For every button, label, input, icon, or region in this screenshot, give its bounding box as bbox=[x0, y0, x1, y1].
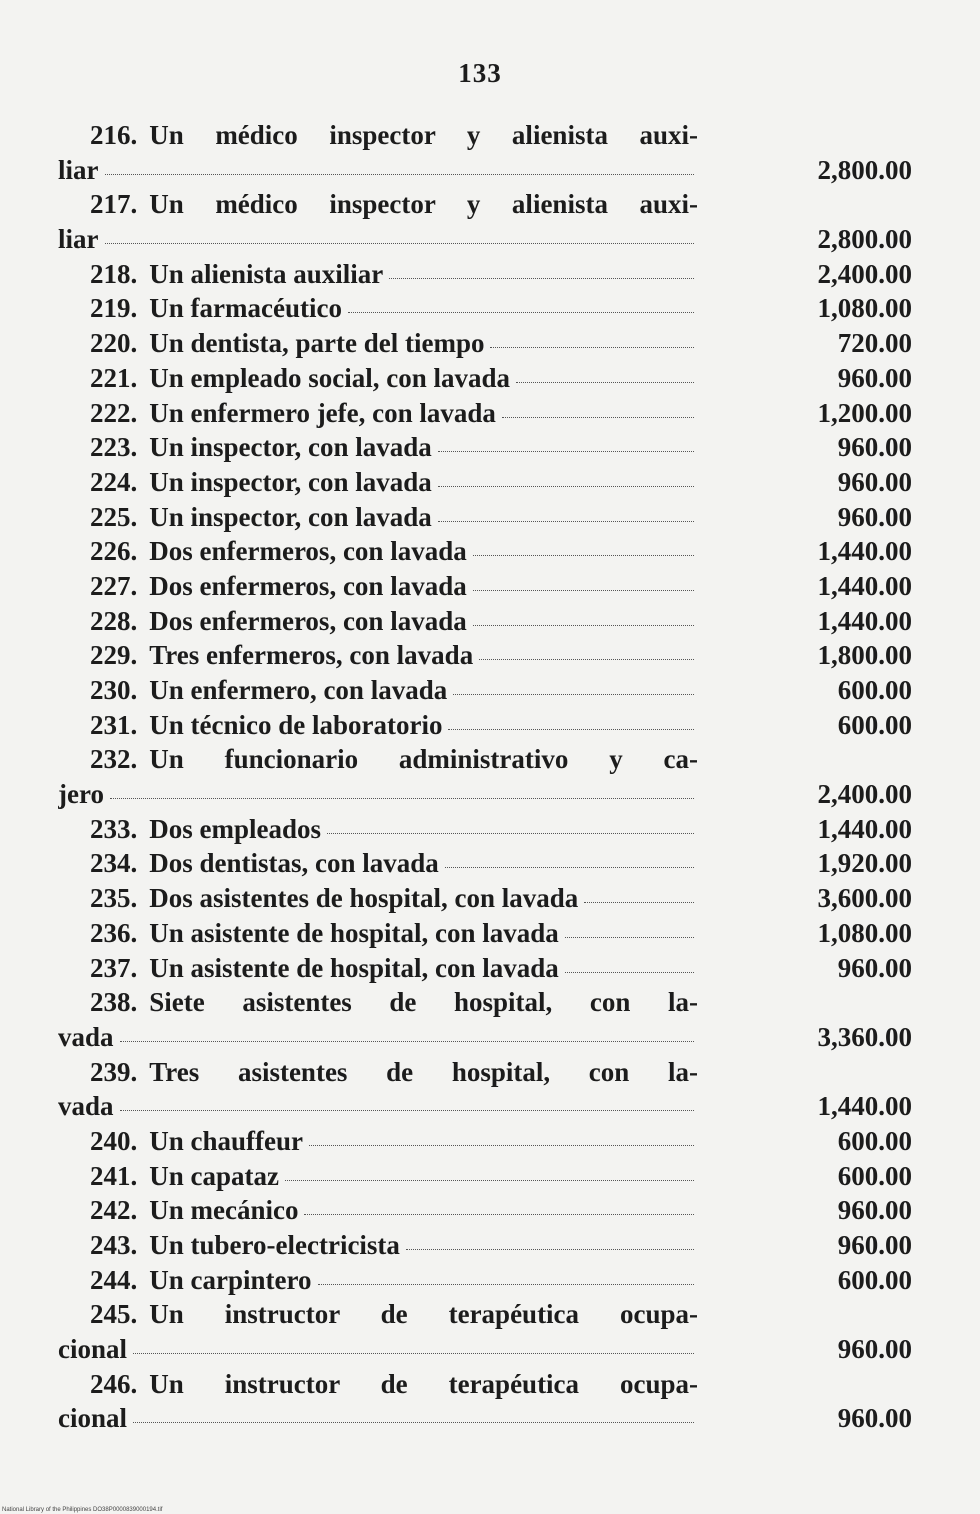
entry-description bbox=[58, 326, 698, 361]
dot-leader bbox=[120, 1041, 694, 1042]
entry-text: Un instructor de terapéutica ocupa- bbox=[149, 1299, 698, 1330]
entry-description bbox=[58, 985, 698, 1054]
entry-description bbox=[58, 534, 698, 569]
entry-amount: 1,080.00 bbox=[817, 917, 912, 948]
dot-leader bbox=[120, 1110, 694, 1111]
dot-leader bbox=[105, 243, 695, 244]
dot-leader bbox=[473, 625, 694, 626]
entry-first-line bbox=[58, 881, 698, 916]
dot-leader bbox=[584, 902, 694, 903]
entry-description bbox=[58, 1124, 698, 1159]
entry-description bbox=[58, 1263, 698, 1298]
entry-amount: 2,400.00 bbox=[817, 258, 912, 289]
budget-entry bbox=[58, 604, 918, 639]
entry-text: Un mecánico bbox=[149, 1195, 299, 1226]
entry-number: 233. bbox=[90, 813, 138, 844]
budget-entry bbox=[58, 673, 918, 708]
entry-text: liar bbox=[58, 224, 99, 255]
entry-first-line bbox=[58, 500, 698, 535]
entry-number: 217. bbox=[90, 189, 138, 220]
dot-leader bbox=[309, 1145, 694, 1146]
entry-text: cional bbox=[58, 1403, 128, 1434]
entry-description bbox=[58, 916, 698, 951]
entry-number: 222. bbox=[90, 397, 138, 428]
entry-description bbox=[58, 465, 698, 500]
budget-entry bbox=[58, 1263, 918, 1298]
dot-leader bbox=[389, 278, 694, 279]
entry-first-line bbox=[58, 1055, 698, 1090]
entry-amount: 600.00 bbox=[837, 1125, 912, 1156]
entry-continuation-line bbox=[58, 222, 698, 257]
entry-amount: 960.00 bbox=[837, 362, 912, 393]
entry-description bbox=[58, 569, 698, 604]
dot-leader bbox=[502, 417, 694, 418]
dot-leader bbox=[445, 867, 694, 868]
entry-description bbox=[58, 1055, 698, 1124]
entry-first-line bbox=[58, 812, 698, 847]
entry-first-line bbox=[58, 846, 698, 881]
dot-leader bbox=[473, 555, 694, 556]
entry-text: cional bbox=[58, 1334, 128, 1365]
entry-text: liar bbox=[58, 154, 99, 185]
entry-first-line bbox=[58, 604, 698, 639]
entry-amount: 600.00 bbox=[837, 1160, 912, 1191]
dot-leader bbox=[133, 1353, 694, 1354]
entry-description bbox=[58, 361, 698, 396]
entry-text: Dos dentistas, con lavada bbox=[149, 848, 439, 879]
budget-entry bbox=[58, 500, 918, 535]
entry-text: Un inspector, con lavada bbox=[149, 432, 432, 463]
entry-amount: 1,440.00 bbox=[817, 813, 912, 844]
entry-first-line bbox=[58, 291, 698, 326]
entry-text: Dos enfermeros, con lavada bbox=[149, 570, 467, 601]
entry-number: 245. bbox=[90, 1299, 138, 1330]
dot-leader bbox=[479, 659, 694, 660]
entry-number: 244. bbox=[90, 1264, 138, 1295]
entry-description bbox=[58, 1228, 698, 1263]
entry-first-line bbox=[58, 1124, 698, 1159]
entry-text: Un enfermero, con lavada bbox=[149, 675, 448, 705]
entry-text: Un inspector, con lavada bbox=[149, 466, 432, 497]
entry-number: 225. bbox=[90, 501, 138, 532]
entry-first-line bbox=[58, 326, 698, 361]
budget-entry bbox=[58, 1297, 918, 1366]
entry-number: 221. bbox=[90, 362, 138, 393]
entry-text: Un tubero-electricista bbox=[149, 1230, 400, 1260]
entry-number: 232. bbox=[90, 744, 138, 775]
budget-entry bbox=[58, 187, 918, 256]
entry-number: 231. bbox=[90, 709, 138, 740]
entry-text: Un enfermero jefe, con lavada bbox=[149, 397, 496, 428]
budget-entry bbox=[58, 846, 918, 881]
entry-amount: 600.00 bbox=[837, 675, 912, 705]
budget-entry bbox=[58, 638, 918, 673]
budget-entry bbox=[58, 708, 918, 743]
entry-continuation-line bbox=[58, 1401, 698, 1436]
entry-first-line bbox=[58, 534, 698, 569]
entry-amount: 1,440.00 bbox=[817, 570, 912, 601]
entry-description bbox=[58, 742, 698, 811]
entry-text: Un asistente de hospital, con lavada bbox=[149, 952, 559, 983]
entry-number: 240. bbox=[90, 1125, 138, 1156]
budget-entry bbox=[58, 881, 918, 916]
entry-amount: 960.00 bbox=[837, 952, 912, 983]
entry-text: Un médico inspector y alienista auxi- bbox=[149, 189, 698, 220]
entry-description bbox=[58, 881, 698, 916]
entry-continuation-line bbox=[58, 1089, 698, 1124]
dot-leader bbox=[516, 382, 694, 383]
entry-first-line bbox=[58, 1367, 698, 1402]
entry-first-line bbox=[58, 951, 698, 986]
dot-leader bbox=[438, 451, 694, 452]
budget-entry bbox=[58, 1124, 918, 1159]
dot-leader bbox=[453, 694, 694, 695]
dot-leader bbox=[565, 937, 694, 938]
entry-amount: 2,800.00 bbox=[817, 224, 912, 255]
entry-amount: 720.00 bbox=[837, 328, 912, 359]
entry-first-line bbox=[58, 1297, 698, 1332]
budget-entry bbox=[58, 951, 918, 986]
entry-amount: 1,440.00 bbox=[817, 605, 912, 636]
entry-description bbox=[58, 604, 698, 639]
entry-number: 237. bbox=[90, 952, 138, 983]
entry-number: 228. bbox=[90, 605, 138, 636]
entry-text: Un funcionario administrativo y ca- bbox=[149, 744, 698, 775]
dot-leader bbox=[406, 1249, 694, 1250]
dot-leader bbox=[448, 729, 694, 730]
entry-amount: 1,800.00 bbox=[817, 640, 912, 671]
entry-amount: 960.00 bbox=[837, 1195, 912, 1226]
entry-amount: 960.00 bbox=[837, 1403, 912, 1434]
dot-leader bbox=[490, 347, 694, 348]
entry-amount: 1,200.00 bbox=[817, 397, 912, 428]
entry-description bbox=[58, 1193, 698, 1228]
entry-number: 241. bbox=[90, 1160, 138, 1191]
entry-first-line bbox=[58, 673, 698, 708]
budget-entry bbox=[58, 1228, 918, 1263]
entry-number: 236. bbox=[90, 917, 138, 948]
entry-description bbox=[58, 187, 698, 256]
entry-text: Tres enfermeros, con lavada bbox=[149, 640, 474, 671]
entry-number: 226. bbox=[90, 536, 138, 567]
entry-amount: 600.00 bbox=[837, 709, 912, 740]
entry-text: Siete asistentes de hospital, con la- bbox=[149, 987, 698, 1018]
entry-description bbox=[58, 812, 698, 847]
entry-first-line bbox=[58, 638, 698, 673]
entry-number: 230. bbox=[90, 675, 138, 705]
budget-entry bbox=[58, 569, 918, 604]
entry-description bbox=[58, 257, 698, 292]
entry-number: 246. bbox=[90, 1368, 138, 1399]
entry-first-line bbox=[58, 465, 698, 500]
entry-continuation-line bbox=[58, 1332, 698, 1367]
entry-amount: 960.00 bbox=[837, 432, 912, 463]
budget-entry bbox=[58, 291, 918, 326]
dot-leader bbox=[285, 1180, 694, 1181]
budget-entry bbox=[58, 326, 918, 361]
entry-first-line bbox=[58, 569, 698, 604]
budget-entry bbox=[58, 430, 918, 465]
entry-amount: 960.00 bbox=[837, 1230, 912, 1260]
entry-number: 239. bbox=[90, 1056, 138, 1087]
entry-first-line bbox=[58, 361, 698, 396]
dot-leader bbox=[318, 1284, 695, 1285]
entry-number: 242. bbox=[90, 1195, 138, 1226]
dot-leader bbox=[110, 798, 694, 799]
entry-description bbox=[58, 396, 698, 431]
entry-text: Dos empleados bbox=[149, 813, 322, 844]
entry-description bbox=[58, 500, 698, 535]
dot-leader bbox=[105, 174, 695, 175]
budget-entry bbox=[58, 916, 918, 951]
entry-text: Un inspector, con lavada bbox=[149, 501, 432, 532]
entry-first-line bbox=[58, 708, 698, 743]
budget-entry bbox=[58, 361, 918, 396]
entry-text: Un asistente de hospital, con lavada bbox=[149, 917, 559, 948]
budget-entry bbox=[58, 396, 918, 431]
entry-description bbox=[58, 1367, 698, 1436]
dot-leader bbox=[438, 521, 694, 522]
budget-entry bbox=[58, 257, 918, 292]
entry-description bbox=[58, 846, 698, 881]
entry-first-line bbox=[58, 187, 698, 222]
entry-first-line bbox=[58, 985, 698, 1020]
entry-first-line bbox=[58, 1159, 698, 1194]
entry-number: 234. bbox=[90, 848, 138, 879]
entry-description bbox=[58, 291, 698, 326]
entry-number: 219. bbox=[90, 293, 138, 324]
entry-text: vada bbox=[58, 1091, 114, 1122]
entry-description bbox=[58, 118, 698, 187]
entry-text: Un farmacéutico bbox=[149, 293, 342, 324]
entry-description bbox=[58, 708, 698, 743]
entry-continuation-line bbox=[58, 153, 698, 188]
entry-text: Un instructor de terapéutica ocupa- bbox=[149, 1368, 698, 1399]
entry-number: 235. bbox=[90, 883, 138, 914]
entry-text: Un empleado social, con lavada bbox=[149, 362, 511, 393]
entry-description bbox=[58, 673, 698, 708]
entry-text: Un capataz bbox=[149, 1160, 279, 1191]
entry-text: Un médico inspector y alienista auxi- bbox=[149, 120, 698, 150]
entry-text: Dos enfermeros, con lavada bbox=[149, 536, 467, 567]
entry-first-line bbox=[58, 1263, 698, 1298]
budget-entry bbox=[58, 985, 918, 1054]
entry-amount: 1,080.00 bbox=[817, 293, 912, 324]
dot-leader bbox=[133, 1422, 694, 1423]
entry-amount: 1,440.00 bbox=[817, 1091, 912, 1122]
scan-footer: National Library of the Philippines DO38P0000839000194.tif bbox=[2, 1507, 163, 1513]
budget-entry-list bbox=[58, 118, 918, 1436]
dot-leader bbox=[327, 833, 694, 834]
entry-first-line bbox=[58, 430, 698, 465]
entry-first-line bbox=[58, 1193, 698, 1228]
budget-entry bbox=[58, 1159, 918, 1194]
entry-first-line bbox=[58, 257, 698, 292]
entry-number: 224. bbox=[90, 466, 138, 497]
entry-amount: 1,440.00 bbox=[817, 536, 912, 567]
entry-first-line bbox=[58, 396, 698, 431]
entry-number: 220. bbox=[90, 328, 138, 359]
entry-text: Dos enfermeros, con lavada bbox=[149, 605, 467, 636]
entry-text: Dos asistentes de hospital, con lavada bbox=[149, 883, 579, 914]
entry-text: jero bbox=[58, 779, 104, 810]
entry-amount: 1,920.00 bbox=[817, 848, 912, 879]
entry-description bbox=[58, 1159, 698, 1194]
budget-entry bbox=[58, 812, 918, 847]
entry-amount: 2,800.00 bbox=[817, 154, 912, 185]
entry-text: vada bbox=[58, 1021, 114, 1052]
entry-text: Un alienista auxiliar bbox=[149, 258, 384, 289]
entry-text: Tres asistentes de hospital, con la- bbox=[149, 1056, 698, 1087]
budget-entry bbox=[58, 1055, 918, 1124]
entry-amount: 2,400.00 bbox=[817, 779, 912, 810]
entry-number: 243. bbox=[90, 1230, 138, 1260]
dot-leader bbox=[438, 486, 694, 487]
page-number: 133 bbox=[458, 58, 502, 88]
entry-amount: 960.00 bbox=[837, 466, 912, 497]
entry-amount: 960.00 bbox=[837, 501, 912, 532]
dot-leader bbox=[565, 972, 694, 973]
entry-first-line bbox=[58, 742, 698, 777]
entry-continuation-line bbox=[58, 777, 698, 812]
budget-entry bbox=[58, 534, 918, 569]
entry-first-line bbox=[58, 916, 698, 951]
entry-number: 218. bbox=[90, 258, 138, 289]
budget-entry bbox=[58, 1367, 918, 1436]
entry-description bbox=[58, 638, 698, 673]
entry-amount: 600.00 bbox=[837, 1264, 912, 1295]
budget-entry bbox=[58, 465, 918, 500]
entry-amount: 3,600.00 bbox=[817, 883, 912, 914]
entry-amount: 3,360.00 bbox=[817, 1021, 912, 1052]
budget-entry bbox=[58, 118, 918, 187]
entry-description bbox=[58, 430, 698, 465]
entry-number: 229. bbox=[90, 640, 138, 671]
entry-description bbox=[58, 1297, 698, 1366]
dot-leader bbox=[473, 590, 694, 591]
entry-number: 227. bbox=[90, 570, 138, 601]
entry-text: Un dentista, parte del tiempo bbox=[149, 328, 485, 359]
entry-description bbox=[58, 951, 698, 986]
entry-continuation-line bbox=[58, 1020, 698, 1055]
entry-text: Un chauffeur bbox=[149, 1125, 303, 1156]
entry-number: 223. bbox=[90, 432, 138, 463]
entry-text: Un técnico de laboratorio bbox=[149, 709, 443, 740]
entry-text: Un carpintero bbox=[149, 1264, 312, 1295]
dot-leader bbox=[304, 1214, 694, 1215]
entry-number: 238. bbox=[90, 987, 138, 1018]
budget-entry bbox=[58, 742, 918, 811]
budget-entry bbox=[58, 1193, 918, 1228]
entry-first-line bbox=[58, 118, 698, 153]
dot-leader bbox=[348, 312, 694, 313]
entry-amount: 960.00 bbox=[837, 1334, 912, 1365]
entry-number: 216. bbox=[90, 120, 138, 150]
entry-first-line bbox=[58, 1228, 698, 1263]
